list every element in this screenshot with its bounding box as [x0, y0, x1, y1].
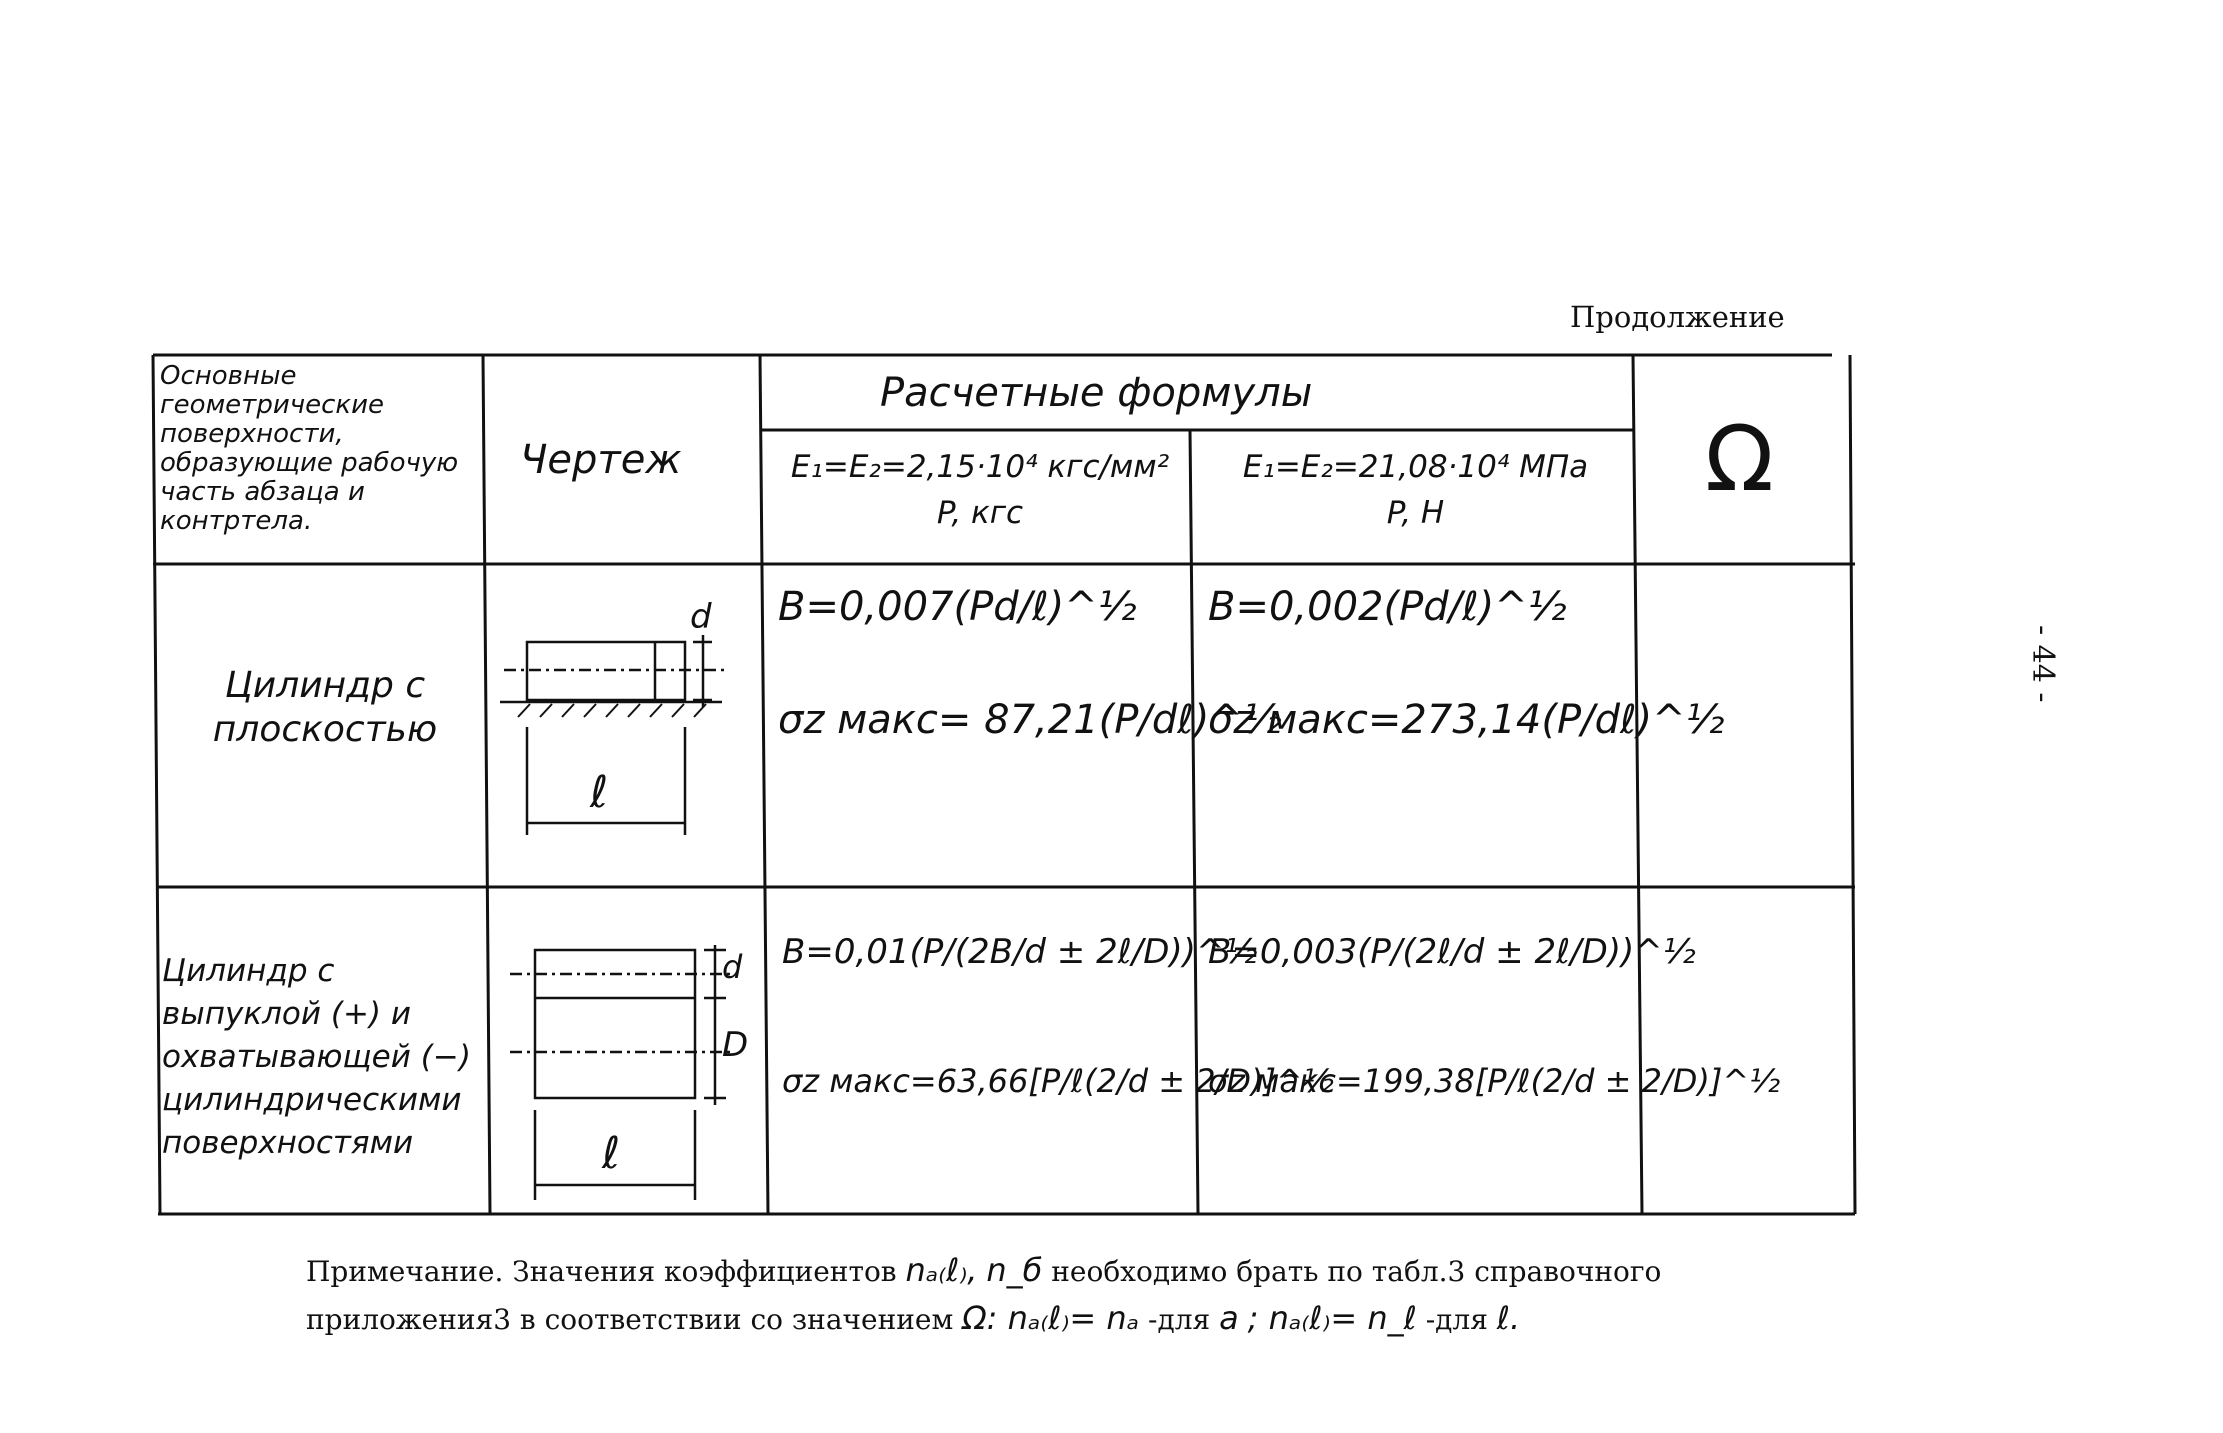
dimension-d-small-label: d: [722, 948, 743, 986]
drawing-cylinder-cylindrical: [490, 890, 768, 1212]
footnote-line-1: [306, 1247, 1661, 1295]
footnote-symbol-na: nₐ₍ℓ₎,: [905, 1251, 978, 1289]
row-label-cylinder-cylindrical: Цилиндр с выпуклой (+) и охватывающей (−) цилиндрическими поверхностями: [162, 953, 471, 1161]
footnote-text-1b: необходимо брать по табл.3 справочного: [1051, 1255, 1662, 1288]
footnote-text-2a: приложения3 в соответствии со значением: [306, 1303, 954, 1336]
formula-b-mpa-row2: B=0,003(P/(2ℓ/d ± 2ℓ/D))^½: [1208, 932, 1696, 972]
page-number: - 44 -: [2025, 625, 2060, 703]
formula-b-kgf-row2: B=0,01(P/(2B/d ± 2ℓ/D))^½: [782, 932, 1258, 972]
footnote-text-1a: Примечание. Значения коэффициентов: [306, 1255, 897, 1288]
footnote-symbol-l: ℓ.: [1496, 1299, 1521, 1337]
formula-sigma-kgf-row2: σz макс=63,66[P/ℓ(2/d ± 2/D)]^½: [782, 1062, 1334, 1100]
footnote-line-2: [306, 1295, 1661, 1343]
header-col-kgf-load: P, кгс: [936, 495, 1024, 531]
header-col-kgf-modulus: E₁=E₂=2,15·10⁴ кгс/мм²: [790, 449, 1170, 485]
header-drawing: Чертеж: [520, 437, 682, 483]
header-formulas: Расчетные формулы: [880, 370, 1313, 416]
continuation-label: Продолжение: [1570, 300, 1785, 334]
dimension-l-label-row2: ℓ: [602, 1128, 621, 1179]
footnote-symbol-relation: ; nₐ₍ℓ₎= n_ℓ: [1247, 1299, 1417, 1337]
footnote-symbol-a: a: [1219, 1299, 1239, 1337]
dimension-D-label: D: [722, 1025, 749, 1065]
footnote-symbol-nb: n_б: [986, 1251, 1043, 1289]
header-col-kgf: [770, 444, 1190, 536]
omega-symbol: Ω: [1705, 407, 1774, 512]
formula-b-mpa-row1: B=0,002(Pd/ℓ)^½: [1208, 584, 1567, 630]
dimension-l-label: ℓ: [590, 767, 609, 818]
footnote-text-2c: -для: [1425, 1303, 1488, 1336]
drawing-cylinder-plane: [490, 567, 760, 885]
formulas-table: [150, 352, 1862, 1218]
dimension-d-label: d: [690, 597, 712, 637]
footnote-text-2b: -для: [1148, 1303, 1211, 1336]
footnote-symbol-omega: Ω: nₐ₍ℓ₎= nₐ: [962, 1299, 1140, 1337]
cylinder-plane-sketch: [490, 567, 760, 885]
footnote: [306, 1247, 1661, 1343]
row-label-cylinder-plane: Цилиндр с плоскостью: [212, 665, 438, 750]
formula-sigma-mpa-row1: σz макс=273,14(P/dℓ)^½: [1208, 697, 1725, 743]
header-surfaces: Основные геометрические поверхности, образующие рабочую часть абзаца и контртела.: [160, 361, 459, 536]
formula-sigma-kgf-row1: σz макс= 87,21(P/dℓ)^½: [778, 697, 1282, 743]
header-col-mpa-load: P, Н: [1386, 495, 1445, 531]
header-col-mpa: [1198, 444, 1633, 536]
formula-b-kgf-row1: B=0,007(Pd/ℓ)^½: [778, 584, 1137, 630]
header-col-mpa-modulus: E₁=E₂=21,08·10⁴ МПа: [1242, 449, 1589, 485]
formula-sigma-mpa-row2: σz макс=199,38[P/ℓ(2/d ± 2/D)]^½: [1208, 1062, 1781, 1100]
